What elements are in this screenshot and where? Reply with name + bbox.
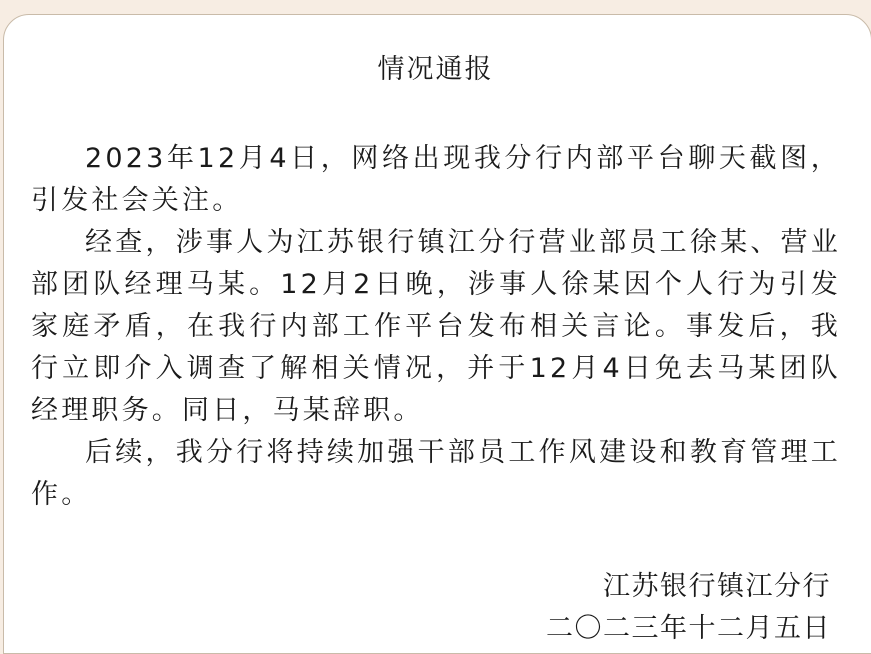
paragraph-1: 2023年12月4日，网络出现我分行内部平台聊天截图，引发社会关注。 xyxy=(31,143,841,216)
notice-body xyxy=(31,138,841,516)
notice-title: 情况通报 xyxy=(377,54,494,85)
paragraph-3: 后续，我分行将持续加强干部员工作风建设和教育管理工作。 xyxy=(31,437,841,510)
signature-block xyxy=(546,566,831,650)
signature-date: 二〇二三年十二月五日 xyxy=(546,613,831,644)
signature-organization: 江苏银行镇江分行 xyxy=(603,571,831,602)
paragraph-2: 经查，涉事人为江苏银行镇江分行营业部员工徐某、营业部团队经理马某。12月2日晚，涉事人徐某因个人行为引发家庭矛盾，在我行内部工作平台发布相关言论。事发后，我行立即介入调查了解相关情况，并于12月4日免去马某团队经理职务。同日，马某辞职。 xyxy=(31,227,841,426)
